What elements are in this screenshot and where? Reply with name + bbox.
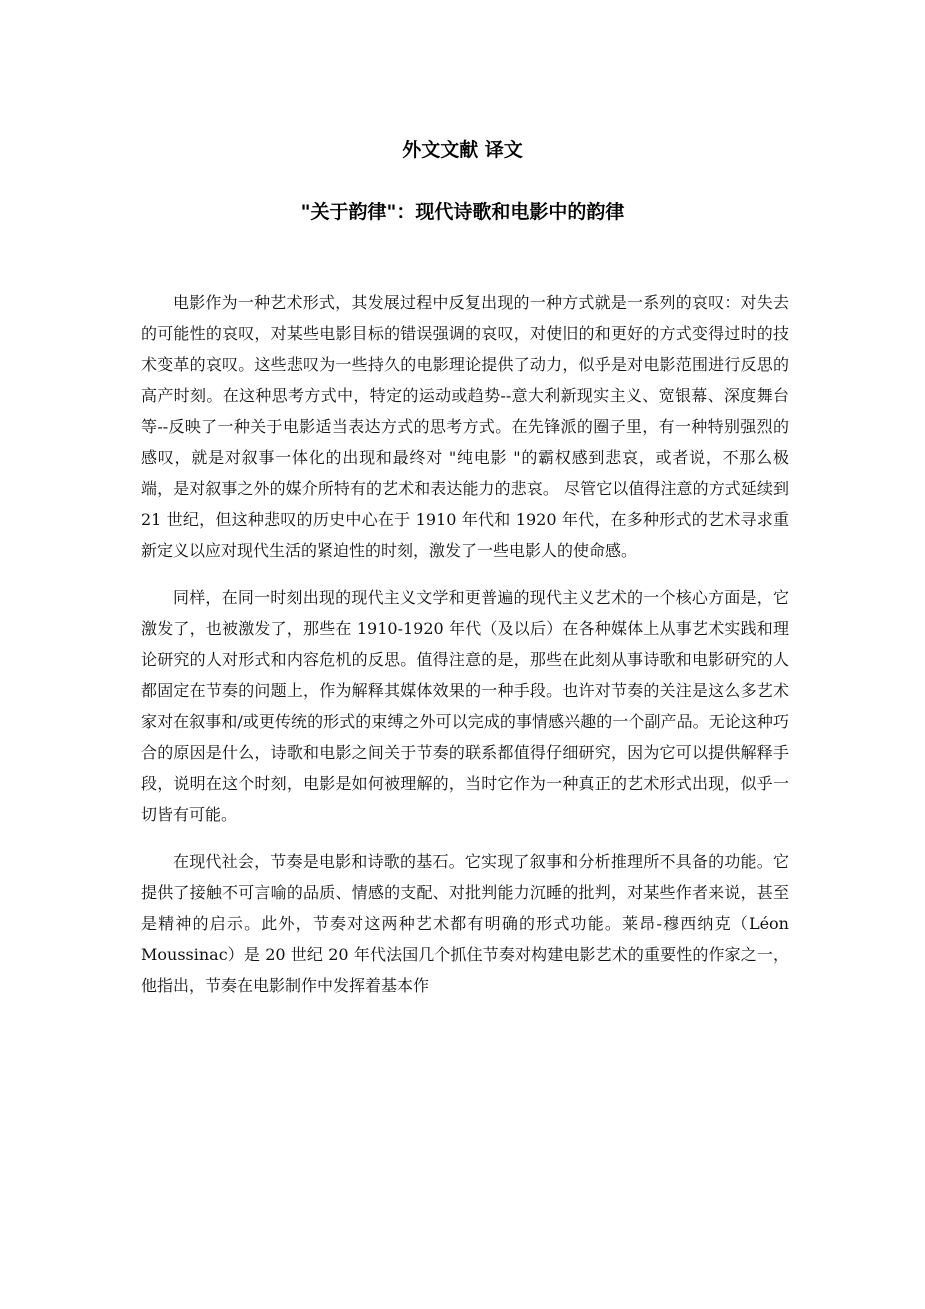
document-subtitle: "关于韵律"：现代诗歌和电影中的韵律 bbox=[300, 201, 625, 223]
paragraph-3: 在现代社会，节奏是电影和诗歌的基石。它实现了叙事和分析推理所不具备的功能。它提供了接触不可言喻的品质、情感的支配、对批判能力沉睡的批判，对某些作者来说，甚至是精神的启示。此外，节奏对这两种艺术都有明确的形式功能。莱昂-穆西纳克（Léon Moussinac）是 20 世纪 20 年代法国几个抓住节奏对构建电影艺术的重要性的作家之一，他指出，节奏在电影制作中发挥着基本作 bbox=[141, 852, 789, 995]
document-body bbox=[141, 287, 789, 1017]
document-title: 外文文献 译文 bbox=[402, 139, 523, 161]
paragraph-2: 同样，在同一时刻出现的现代主义文学和更普遍的现代主义艺术的一个核心方面是，它激发了，也被激发了，那些在 1910-1920 年代（及以后）在各种媒体上从事艺术实践和理论研究的人对形式和内容危机的反思。值得注意的是，那些在此刻从事诗歌和电影研究的人都固定在节奏的问题上，作为解释其媒体效果的一种手段。也许对节奏的关注是这么多艺术家对在叙事和/或更传统的形式的束缚之外可以完成的事情感兴趣的一个副产品。无论这种巧合的原因是什么，诗歌和电影之间关于节奏的联系都值得仔细研究，因为它可以提供解释手段，说明在这个时刻，电影是如何被理解的，当时它作为一种真正的艺术形式出现，似乎一切皆有可能。 bbox=[141, 588, 789, 824]
paragraph-1: 电影作为一种艺术形式，其发展过程中反复出现的一种方式就是一系列的哀叹：对失去的可能性的哀叹，对某些电影目标的错误强调的哀叹，对使旧的和更好的方式变得过时的技术变革的哀叹。这些悲叹为一些持久的电影理论提供了动力，似乎是对电影范围进行反思的高产时刻。在这种思考方式中，特定的运动或趋势--意大利新现实主义、宽银幕、深度舞台等--反映了一种关于电影适当表达方式的思考方式。在先锋派的圈子里，有一种特别强烈的感叹，就是对叙事一体化的出现和最终对 "纯电影 "的霸权感到悲哀，或者说，不那么极端，是对叙事之外的媒介所特有的艺术和表达能力的悲哀。 尽管它以值得注意的方式延续到 21 世纪，但这种悲叹的历史中心在于 1910 年代和 1920 年代，在多种形式的艺术寻求重新定义以应对现代生活的紧迫性的时刻，激发了一些电影人的使命感。 bbox=[141, 293, 789, 560]
